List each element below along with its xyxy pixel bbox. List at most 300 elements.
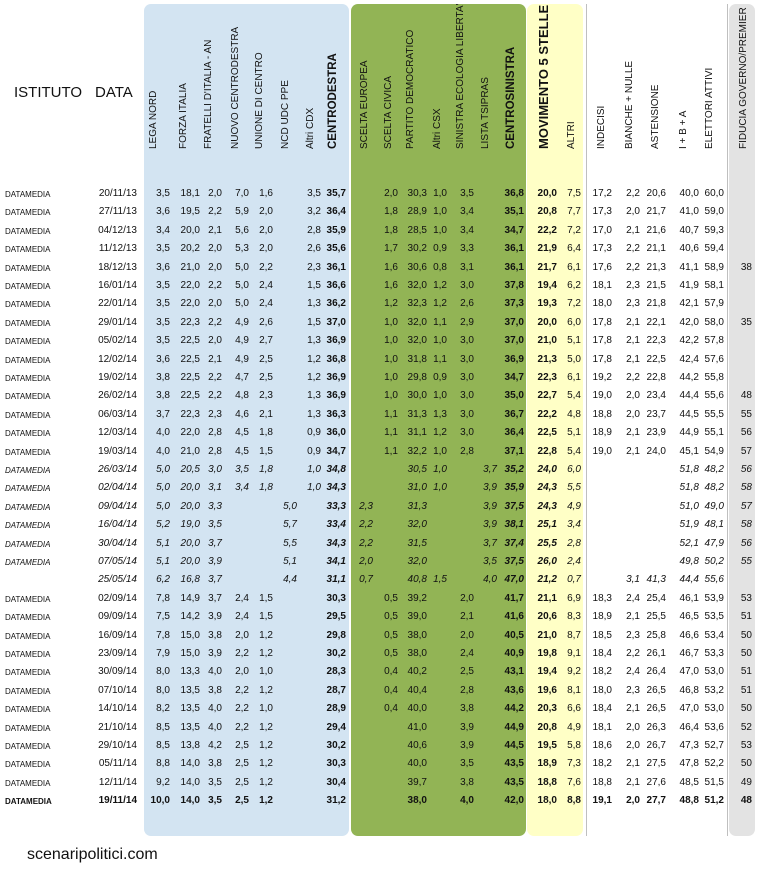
value-cell: 51 bbox=[740, 684, 752, 696]
footer-source: scenaripolitici.com bbox=[27, 846, 158, 863]
value-cell: 3,3 bbox=[208, 500, 222, 512]
value-cell: 36,9 bbox=[326, 372, 346, 383]
value-cell: 44,4 bbox=[679, 574, 699, 586]
value-cell: 1,0 bbox=[259, 703, 273, 715]
value-cell: 32,0 bbox=[407, 316, 427, 328]
value-cell: 7,5 bbox=[567, 188, 581, 199]
value-cell: 40,7 bbox=[679, 224, 699, 236]
value-cell: 5,1 bbox=[567, 335, 581, 347]
value-cell: 19,2 bbox=[592, 372, 612, 383]
value-cell: 25,4 bbox=[646, 592, 666, 604]
value-cell: 40,0 bbox=[407, 758, 427, 770]
value-cell: 51,2 bbox=[704, 795, 724, 807]
value-cell: 57,8 bbox=[704, 335, 724, 347]
istituto-cell: DATAMEDIA bbox=[5, 355, 51, 365]
value-cell: 53,2 bbox=[704, 684, 724, 696]
value-cell: 1,8 bbox=[259, 482, 273, 494]
value-cell: 2,1 bbox=[259, 408, 273, 420]
value-cell: 6,1 bbox=[567, 372, 581, 383]
value-cell: 44,4 bbox=[679, 390, 699, 402]
value-cell: 17,3 bbox=[592, 243, 612, 255]
value-cell: 0,5 bbox=[384, 611, 398, 623]
value-cell: 1,2 bbox=[259, 776, 273, 788]
value-cell: 0,9 bbox=[433, 372, 447, 383]
value-cell: 31,3 bbox=[407, 500, 427, 512]
value-cell: 36,4 bbox=[504, 427, 524, 439]
value-cell: 37,0 bbox=[326, 316, 346, 328]
value-cell: 43,5 bbox=[504, 758, 524, 770]
value-cell: 47,0 bbox=[679, 703, 699, 715]
value-cell: 22,7 bbox=[537, 390, 557, 402]
value-cell: 55,1 bbox=[704, 427, 724, 439]
value-cell: 18,0 bbox=[537, 795, 557, 807]
value-cell: 2,8 bbox=[460, 445, 474, 457]
value-cell: 1,8 bbox=[259, 464, 273, 475]
value-cell: 52,2 bbox=[704, 758, 724, 770]
value-cell: 4,0 bbox=[460, 795, 474, 807]
value-cell: 50 bbox=[740, 629, 752, 641]
date-cell: 12/03/14 bbox=[98, 427, 137, 439]
date-cell: 09/04/14 bbox=[98, 500, 137, 512]
value-cell: 51,0 bbox=[679, 500, 699, 512]
value-cell: 3,7 bbox=[483, 537, 497, 549]
value-cell: 0,8 bbox=[433, 261, 447, 273]
value-cell: 2,4 bbox=[259, 280, 273, 291]
value-cell: 1,0 bbox=[384, 353, 398, 365]
value-cell: 22,5 bbox=[180, 372, 200, 383]
value-cell: 55,5 bbox=[704, 408, 724, 420]
istituto-cell: DATAMEDIA bbox=[5, 466, 51, 475]
value-cell: 18,0 bbox=[592, 298, 612, 310]
value-cell: 1,2 bbox=[433, 280, 447, 291]
value-cell: 56 bbox=[740, 537, 752, 549]
value-cell: 55,6 bbox=[704, 390, 724, 402]
value-cell: 7,2 bbox=[567, 298, 581, 310]
value-cell: 22,3 bbox=[537, 372, 557, 383]
value-cell: 8,7 bbox=[567, 629, 581, 641]
value-cell: 3,9 bbox=[208, 648, 222, 659]
value-cell: 2,5 bbox=[259, 372, 273, 383]
value-cell: 1,0 bbox=[384, 316, 398, 328]
value-cell: 36,8 bbox=[326, 353, 346, 365]
value-cell: 38,0 bbox=[407, 629, 427, 641]
value-cell: 8,0 bbox=[156, 666, 170, 678]
value-cell: 3,0 bbox=[460, 372, 474, 383]
value-cell: 26,5 bbox=[646, 703, 666, 715]
date-cell: 26/03/14 bbox=[98, 464, 137, 475]
value-cell: 1,6 bbox=[384, 261, 398, 273]
value-cell: 43,1 bbox=[504, 666, 524, 678]
value-cell: 14,0 bbox=[180, 758, 200, 770]
date-cell: 12/02/14 bbox=[98, 353, 137, 365]
istituto-cell: DATAMEDIA bbox=[5, 245, 51, 255]
value-cell: 51,8 bbox=[679, 464, 699, 475]
value-cell: 23,4 bbox=[646, 390, 666, 402]
date-cell: 04/12/13 bbox=[98, 224, 137, 236]
value-cell: 3,5 bbox=[156, 280, 170, 291]
column-header: NUOVO CENTRODESTRA bbox=[230, 26, 241, 149]
value-cell: 53,0 bbox=[704, 703, 724, 715]
value-cell: 20,0 bbox=[180, 537, 200, 549]
value-cell: 0,4 bbox=[384, 703, 398, 715]
istituto-cell: DATAMEDIA bbox=[5, 668, 51, 678]
value-cell: 18,5 bbox=[592, 629, 612, 641]
value-cell: 8,2 bbox=[156, 703, 170, 715]
value-cell: 7,5 bbox=[156, 611, 170, 623]
date-cell: 23/09/14 bbox=[98, 648, 137, 659]
value-cell: 40,0 bbox=[679, 188, 699, 199]
date-cell: 06/03/14 bbox=[98, 408, 137, 420]
value-cell: 39,0 bbox=[407, 611, 427, 623]
value-cell: 17,8 bbox=[592, 353, 612, 365]
value-cell: 18,4 bbox=[592, 648, 612, 659]
value-cell: 49,0 bbox=[704, 500, 724, 512]
value-cell: 21,0 bbox=[180, 445, 200, 457]
value-cell: 44,5 bbox=[679, 408, 699, 420]
value-cell: 1,2 bbox=[259, 629, 273, 641]
value-cell: 47,9 bbox=[704, 537, 724, 549]
value-cell: 47,0 bbox=[504, 574, 524, 586]
value-cell: 20,8 bbox=[537, 206, 557, 218]
value-cell: 2,0 bbox=[208, 188, 222, 199]
value-cell: 5,0 bbox=[567, 353, 581, 365]
value-cell: 2,5 bbox=[460, 666, 474, 678]
value-cell: 7,7 bbox=[567, 206, 581, 218]
value-cell: 1,5 bbox=[259, 611, 273, 623]
value-cell: 3,6 bbox=[156, 261, 170, 273]
value-cell: 3,8 bbox=[156, 390, 170, 402]
value-cell: 33,3 bbox=[326, 500, 346, 512]
value-cell: 28,7 bbox=[326, 684, 346, 696]
value-cell: 3,3 bbox=[460, 243, 474, 255]
value-cell: 40,6 bbox=[679, 243, 699, 255]
value-cell: 36,1 bbox=[326, 261, 346, 273]
column-header: Altri CDX bbox=[305, 107, 316, 149]
value-cell: 21,5 bbox=[646, 280, 666, 291]
value-cell: 32,0 bbox=[407, 556, 427, 567]
value-cell: 2,2 bbox=[235, 703, 249, 715]
value-cell: 3,5 bbox=[483, 556, 497, 567]
value-cell: 2,2 bbox=[208, 206, 222, 218]
date-cell: 11/12/13 bbox=[98, 243, 137, 255]
value-cell: 40,4 bbox=[407, 684, 427, 696]
value-cell: 32,0 bbox=[407, 335, 427, 347]
value-cell: 39,2 bbox=[407, 592, 427, 604]
value-cell: 2,2 bbox=[359, 537, 373, 549]
value-cell: 4,0 bbox=[483, 574, 497, 586]
value-cell: 1,1 bbox=[384, 408, 398, 420]
value-cell: 55,6 bbox=[704, 574, 724, 586]
istituto-cell: DATAMEDIA bbox=[5, 723, 51, 733]
value-cell: 6,0 bbox=[567, 464, 581, 475]
value-cell: 41,0 bbox=[679, 206, 699, 218]
value-cell: 30,3 bbox=[326, 592, 346, 604]
value-cell: 22,0 bbox=[180, 427, 200, 439]
column-header: FRATELLI D'ITALIA - AN bbox=[203, 39, 214, 149]
value-cell: 2,5 bbox=[259, 353, 273, 365]
value-cell: 48 bbox=[740, 390, 752, 402]
value-cell: 22,3 bbox=[180, 408, 200, 420]
value-cell: 30,5 bbox=[407, 464, 427, 475]
value-cell: 1,2 bbox=[259, 795, 273, 807]
date-cell: 27/11/13 bbox=[98, 206, 137, 218]
value-cell: 6,2 bbox=[567, 280, 581, 291]
value-cell: 2,0 bbox=[626, 740, 640, 751]
value-cell: 26,5 bbox=[646, 684, 666, 696]
value-cell: 35,2 bbox=[504, 464, 524, 475]
value-cell: 5,9 bbox=[235, 206, 249, 218]
value-cell: 4,0 bbox=[208, 666, 222, 678]
value-cell: 37,0 bbox=[504, 316, 524, 328]
date-cell: 05/02/14 bbox=[98, 335, 137, 347]
value-cell: 55,8 bbox=[704, 372, 724, 383]
value-cell: 42,0 bbox=[504, 795, 524, 807]
value-cell: 5,0 bbox=[156, 482, 170, 494]
value-cell: 26,0 bbox=[537, 556, 557, 567]
value-cell: 36,9 bbox=[326, 390, 346, 402]
value-cell: 43,6 bbox=[504, 684, 524, 696]
value-cell: 51,8 bbox=[679, 482, 699, 494]
column-header: CENTROSINISTRA bbox=[505, 46, 517, 149]
value-cell: 41,1 bbox=[679, 261, 699, 273]
value-cell: 2,4 bbox=[626, 592, 640, 604]
date-cell: 09/09/14 bbox=[98, 611, 137, 623]
value-cell: 28,5 bbox=[407, 224, 427, 236]
value-cell: 2,6 bbox=[259, 316, 273, 328]
value-cell: 1,3 bbox=[307, 298, 321, 310]
value-cell: 41,0 bbox=[407, 721, 427, 733]
value-cell: 32,3 bbox=[407, 298, 427, 310]
value-cell: 34,7 bbox=[504, 372, 524, 383]
value-cell: 7,8 bbox=[156, 592, 170, 604]
value-cell: 0,5 bbox=[384, 648, 398, 659]
value-cell: 5,3 bbox=[235, 243, 249, 255]
value-cell: 21,0 bbox=[537, 629, 557, 641]
value-cell: 6,2 bbox=[156, 574, 170, 586]
value-cell: 4,5 bbox=[235, 427, 249, 439]
value-cell: 2,2 bbox=[626, 188, 640, 199]
value-cell: 22,3 bbox=[646, 335, 666, 347]
value-cell: 3,9 bbox=[208, 611, 222, 623]
value-cell: 48 bbox=[740, 795, 752, 807]
value-cell: 1,5 bbox=[307, 316, 321, 328]
value-cell: 21,8 bbox=[646, 298, 666, 310]
value-cell: 37,8 bbox=[504, 280, 524, 291]
value-cell: 1,6 bbox=[384, 280, 398, 291]
date-cell: 20/11/13 bbox=[98, 188, 137, 199]
value-cell: 24,0 bbox=[646, 445, 666, 457]
column-header: SINISTRA ECOLOGIA LIBERTA' bbox=[455, 3, 466, 149]
value-cell: 41,3 bbox=[646, 574, 666, 586]
value-cell: 2,0 bbox=[460, 629, 474, 641]
value-cell: 28,9 bbox=[326, 703, 346, 715]
value-cell: 18,9 bbox=[592, 427, 612, 439]
value-cell: 0,4 bbox=[384, 666, 398, 678]
value-cell: 9,1 bbox=[567, 648, 581, 659]
value-cell: 2,4 bbox=[235, 611, 249, 623]
value-cell: 33,4 bbox=[326, 519, 346, 531]
value-cell: 58,0 bbox=[704, 316, 724, 328]
value-cell: 45,1 bbox=[679, 445, 699, 457]
value-cell: 3,4 bbox=[567, 519, 581, 531]
value-cell: 18,2 bbox=[592, 666, 612, 678]
value-cell: 18,9 bbox=[592, 611, 612, 623]
value-cell: 55 bbox=[740, 408, 752, 420]
istituto-cell: DATAMEDIA bbox=[5, 558, 51, 567]
value-cell: 14,2 bbox=[180, 611, 200, 623]
istituto-cell: DATAMEDIA bbox=[5, 226, 51, 236]
value-cell: 20,2 bbox=[180, 243, 200, 255]
value-cell: 5,1 bbox=[567, 427, 581, 439]
date-cell: 07/10/14 bbox=[98, 684, 137, 696]
value-cell: 31,0 bbox=[407, 482, 427, 494]
value-cell: 19,1 bbox=[592, 795, 612, 807]
value-cell: 2,1 bbox=[460, 611, 474, 623]
value-cell: 24,3 bbox=[537, 500, 557, 512]
value-cell: 2,2 bbox=[208, 390, 222, 402]
value-cell: 3,0 bbox=[208, 464, 222, 475]
value-cell: 36,7 bbox=[504, 408, 524, 420]
value-cell: 30,6 bbox=[407, 261, 427, 273]
istituto-cell: DATAMEDIA bbox=[5, 686, 51, 696]
value-cell: 53,6 bbox=[704, 721, 724, 733]
value-cell: 1,3 bbox=[307, 408, 321, 420]
value-cell: 21,9 bbox=[537, 243, 557, 255]
value-cell: 60,0 bbox=[704, 188, 724, 199]
value-cell: 4,6 bbox=[235, 408, 249, 420]
value-cell: 3,6 bbox=[156, 206, 170, 218]
value-cell: 57,9 bbox=[704, 298, 724, 310]
date-cell: 19/02/14 bbox=[98, 372, 137, 383]
istituto-cell: DATAMEDIA bbox=[5, 650, 51, 659]
value-cell: 57 bbox=[740, 445, 752, 457]
value-cell: 0,9 bbox=[307, 445, 321, 457]
value-cell: 2,0 bbox=[460, 592, 474, 604]
value-cell: 29,5 bbox=[326, 611, 346, 623]
value-cell: 8,0 bbox=[156, 684, 170, 696]
column-header: CENTRODESTRA bbox=[327, 53, 339, 149]
value-cell: 18,0 bbox=[592, 684, 612, 696]
value-cell: 49 bbox=[740, 776, 752, 788]
value-cell: 17,0 bbox=[592, 224, 612, 236]
value-cell: 2,3 bbox=[359, 500, 373, 512]
value-cell: 31,5 bbox=[407, 537, 427, 549]
value-cell: 2,0 bbox=[235, 666, 249, 678]
value-cell: 21,3 bbox=[646, 261, 666, 273]
value-cell: 42,2 bbox=[679, 335, 699, 347]
value-cell: 48,2 bbox=[704, 464, 724, 475]
value-cell: 47,0 bbox=[679, 666, 699, 678]
date-cell: 18/12/13 bbox=[98, 261, 137, 273]
value-cell: 2,1 bbox=[626, 776, 640, 788]
value-cell: 18,8 bbox=[592, 408, 612, 420]
value-cell: 4,9 bbox=[235, 316, 249, 328]
value-cell: 35,7 bbox=[326, 188, 346, 199]
value-cell: 35,1 bbox=[504, 206, 524, 218]
value-cell: 3,5 bbox=[156, 188, 170, 199]
value-cell: 22,2 bbox=[537, 224, 557, 236]
value-cell: 42,0 bbox=[679, 316, 699, 328]
value-cell: 13,3 bbox=[180, 666, 200, 678]
column-header: LISTA TSIPRAS bbox=[480, 77, 491, 149]
value-cell: 53 bbox=[740, 592, 752, 604]
value-cell: 3,5 bbox=[307, 188, 321, 199]
value-cell: 17,8 bbox=[592, 316, 612, 328]
value-cell: 30,3 bbox=[407, 188, 427, 199]
value-cell: 50,2 bbox=[704, 556, 724, 567]
value-cell: 43,5 bbox=[504, 776, 524, 788]
value-cell: 3,9 bbox=[483, 500, 497, 512]
value-cell: 46,4 bbox=[679, 721, 699, 733]
value-cell: 1,0 bbox=[384, 390, 398, 402]
value-cell: 1,3 bbox=[307, 390, 321, 402]
value-cell: 24,0 bbox=[537, 464, 557, 475]
value-cell: 2,1 bbox=[626, 335, 640, 347]
value-cell: 2,2 bbox=[235, 648, 249, 659]
value-cell: 4,2 bbox=[208, 740, 222, 751]
value-cell: 59,0 bbox=[704, 206, 724, 218]
date-cell: 12/11/14 bbox=[98, 776, 137, 788]
column-header: LEGA NORD bbox=[148, 90, 159, 149]
value-cell: 52,1 bbox=[679, 537, 699, 549]
value-cell: 18,2 bbox=[592, 758, 612, 770]
value-cell: 48,1 bbox=[704, 519, 724, 531]
value-cell: 35,6 bbox=[326, 243, 346, 255]
value-cell: 2,1 bbox=[626, 224, 640, 236]
value-cell: 8,8 bbox=[567, 795, 581, 807]
value-cell: 8,1 bbox=[567, 684, 581, 696]
value-cell: 5,5 bbox=[567, 482, 581, 494]
header-data: DATA bbox=[95, 84, 133, 101]
value-cell: 37,1 bbox=[504, 445, 524, 457]
value-cell: 2,4 bbox=[626, 666, 640, 678]
value-cell: 1,0 bbox=[433, 188, 447, 199]
value-cell: 5,0 bbox=[156, 464, 170, 475]
value-cell: 4,0 bbox=[208, 721, 222, 733]
value-cell: 18,1 bbox=[592, 721, 612, 733]
value-cell: 58,9 bbox=[704, 261, 724, 273]
value-cell: 17,8 bbox=[592, 335, 612, 347]
value-cell: 59,3 bbox=[704, 224, 724, 236]
value-cell: 35,9 bbox=[504, 482, 524, 494]
value-cell: 31,1 bbox=[326, 574, 346, 586]
istituto-cell: DATAMEDIA bbox=[5, 797, 52, 807]
value-cell: 3,5 bbox=[156, 243, 170, 255]
value-cell: 1,0 bbox=[433, 390, 447, 402]
date-cell: 02/09/14 bbox=[98, 592, 137, 604]
value-cell: 1,0 bbox=[433, 482, 447, 494]
value-cell: 1,6 bbox=[259, 188, 273, 199]
value-cell: 6,6 bbox=[567, 703, 581, 715]
value-cell: 2,1 bbox=[626, 611, 640, 623]
value-cell: 29,8 bbox=[407, 372, 427, 383]
date-cell: 02/04/14 bbox=[98, 482, 137, 494]
value-cell: 35,9 bbox=[326, 224, 346, 236]
value-cell: 2,3 bbox=[626, 298, 640, 310]
value-cell: 1,2 bbox=[384, 298, 398, 310]
value-cell: 8,8 bbox=[156, 758, 170, 770]
value-cell: 18,1 bbox=[592, 280, 612, 291]
value-cell: 1,0 bbox=[307, 464, 321, 475]
value-cell: 10,0 bbox=[150, 795, 170, 807]
date-cell: 14/10/14 bbox=[98, 703, 137, 715]
value-cell: 25,1 bbox=[537, 519, 557, 531]
value-cell: 3,8 bbox=[460, 776, 474, 788]
value-cell: 1,0 bbox=[433, 464, 447, 475]
value-cell: 22,5 bbox=[180, 353, 200, 365]
value-cell: 48,2 bbox=[704, 482, 724, 494]
value-cell: 1,0 bbox=[384, 335, 398, 347]
